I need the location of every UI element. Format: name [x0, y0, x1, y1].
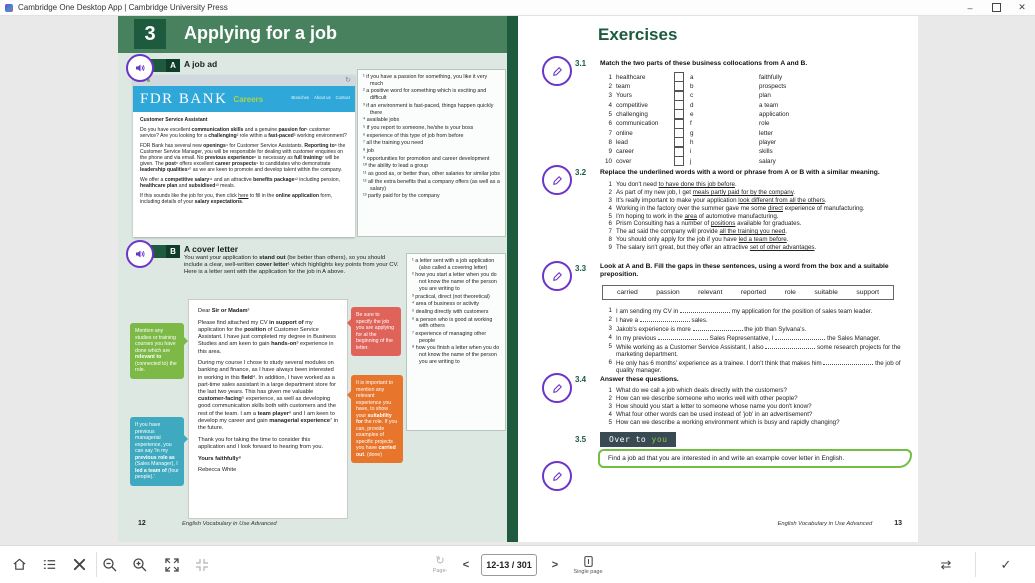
speaker-icon: [134, 248, 146, 260]
match-right-word: a team: [759, 101, 779, 109]
window-titlebar: [0, 0, 1035, 16]
pen-icon: [551, 470, 564, 483]
job-ad-paragraph: Do you have excellent communication skills and a genuine passion for¹ customer service? Are you looking for a challenging² role within a fast-paced³ working environment?: [140, 126, 347, 139]
match-letter: d: [690, 101, 694, 109]
confirm-button[interactable]: [992, 546, 1020, 583]
item-number: 1: [608, 181, 612, 188]
right-page: [518, 15, 918, 542]
item-text: You should only apply for the job if you have led a team before.: [616, 236, 789, 244]
exercise-3-3-word-box: [602, 285, 894, 300]
match-left-number: 8: [608, 138, 612, 146]
item-text: I'm hoping to work in the area of automotive manufacturing.: [616, 212, 779, 220]
maximize-button[interactable]: [983, 0, 1009, 15]
zoom-in-icon: [132, 557, 148, 573]
close-button[interactable]: ✕: [1018, 2, 1026, 12]
book-spread: [118, 15, 918, 542]
item-number: 2: [608, 315, 612, 323]
match-right-word: player: [759, 138, 777, 146]
match-row: [602, 137, 789, 146]
callout-red: Be sure to specify the job you are applying for at the beginning of the letter.: [351, 307, 401, 356]
item-text: You don't need to have done this job before.: [616, 181, 737, 188]
item-text: Prism Consulting has a number of positions available for graduates.: [616, 220, 802, 228]
speaker-icon: [134, 62, 146, 74]
exercise-3-1-number: 3.1: [575, 59, 587, 68]
match-left-number: 9: [608, 148, 612, 156]
home-button[interactable]: [6, 546, 32, 583]
item-text: I have a sales.: [616, 316, 708, 324]
item-number: 3: [608, 196, 612, 204]
page-refresh-button[interactable]: [425, 546, 455, 583]
exercise-item: [602, 387, 912, 395]
glossary-item: ⁸ how you finish a letter when you do not know the name of the person you are writing to: [412, 345, 500, 365]
page-refresh-label: Page-: [432, 567, 448, 574]
item-number: 5: [608, 212, 612, 220]
bottom-toolbar: [0, 545, 1035, 583]
exercise-3-3-activity-button[interactable]: [542, 261, 572, 291]
chevron-right-icon: >: [551, 558, 559, 571]
minimize-button[interactable]: –: [967, 2, 973, 13]
item-number: 7: [608, 228, 612, 236]
letter-paragraph: Thank you for taking the time to consider this application and I look forward to hearing from you.: [198, 436, 324, 450]
fullscreen-expand-icon: [164, 557, 180, 573]
match-right-word: faithfully: [759, 73, 783, 81]
match-left-number: 7: [608, 129, 612, 137]
browser-refresh-icon: ↻: [345, 77, 351, 84]
pen-icon: [551, 382, 564, 395]
match-row: [602, 109, 789, 118]
match-letter: f: [690, 120, 692, 128]
match-row: [602, 91, 789, 100]
left-book-title: English Vocabulary in Use Advanced: [182, 521, 277, 527]
home-icon: [12, 557, 27, 572]
exercise-item: [602, 205, 912, 213]
item-text: While working as a Customer Service Assistant, I also some research projects for the marketing department.: [616, 343, 901, 359]
next-page-button[interactable]: [545, 546, 565, 583]
item-number: 1: [608, 387, 612, 394]
item-number: 5: [608, 418, 612, 426]
match-right-word: letter: [759, 129, 773, 137]
fdr-bank-logo: FDR BANK: [140, 90, 228, 107]
zoom-out-icon: [102, 557, 118, 573]
page-indicator-input[interactable]: 12-13 / 301: [481, 554, 537, 576]
item-text: In my previous Sales Representative, I the Sales Manager.: [616, 334, 881, 342]
exercise-item: [602, 403, 912, 411]
glossary-item: ⁴ available jobs: [363, 117, 400, 124]
letter-closing: Yours faithfully⁸: [198, 455, 242, 462]
over-to-you-badge: [600, 432, 676, 447]
letter-signature: Rebecca White: [198, 467, 237, 474]
match-row: [602, 128, 789, 137]
word-box-word: relevant: [698, 289, 723, 296]
job-ad-paragraph: We offer a competitive salary¹¹ and an attractive benefits package¹² including pension, healthcare plan and subsidised¹³ meals.: [140, 177, 341, 190]
exercise-item: [602, 411, 912, 419]
match-left-number: 4: [608, 101, 612, 109]
section-a-heading: A job ad: [184, 59, 218, 69]
match-left-word: challenging: [616, 110, 648, 118]
section-b-heading: A cover letter: [184, 244, 239, 254]
item-number: 4: [608, 333, 612, 341]
single-page-icon: [582, 555, 595, 568]
badge-text: Over to: [609, 435, 652, 444]
exit-fullscreen-button[interactable]: [188, 546, 216, 583]
match-row: [602, 81, 789, 90]
item-number: 1: [608, 307, 612, 314]
exercise-3-2-items: [602, 181, 912, 252]
match-left-word: cover: [616, 157, 632, 165]
over-to-you-task: Find a job ad that you are interested in and write an example cover letter in English.: [598, 449, 912, 468]
exercise-item: [602, 220, 912, 228]
match-left-number: 10: [604, 157, 612, 165]
exercise-item: [602, 316, 912, 325]
exercise-item: [602, 359, 912, 375]
match-letter: h: [690, 138, 694, 146]
refresh-icon: ↻: [435, 554, 445, 567]
item-text: It's really important to make your application look different from all the others.: [616, 196, 827, 204]
match-letter: a: [690, 73, 694, 81]
item-text: The salary isn't great, but they offer an attractive set of other advantages.: [616, 244, 817, 252]
match-letter: j: [690, 157, 692, 165]
item-text: What four other words can be used instead of 'job' in an advertisement?: [616, 410, 813, 418]
badge-highlight: you: [651, 435, 668, 444]
chevron-left-icon: <: [462, 558, 470, 571]
word-box-word: carried: [617, 289, 638, 296]
exercise-item: [602, 213, 912, 221]
glossary-a: [357, 69, 506, 237]
match-right-word: skills: [759, 148, 773, 156]
item-number: 8: [608, 236, 612, 244]
match-left-word: competitive: [616, 101, 648, 109]
maximize-icon: [992, 3, 1001, 12]
match-right-word: salary: [759, 157, 776, 165]
exercise-item: [602, 343, 912, 359]
fullscreen-button[interactable]: [158, 546, 186, 583]
exercise-3-4-number: 3.4: [575, 375, 587, 384]
exercise-3-1-prompt: Match the two parts of these business collocations from A and B.: [600, 60, 808, 67]
exercise-3-2-activity-button[interactable]: [542, 165, 572, 195]
crossed-tools-icon: [72, 557, 87, 572]
match-right-word: plan: [759, 92, 771, 100]
match-letter: e: [690, 110, 694, 118]
fdr-bank-header: [133, 86, 355, 112]
letter-paragraphs: [198, 320, 338, 451]
match-right-word: application: [759, 110, 790, 118]
match-left-number: 6: [608, 120, 612, 128]
exercise-item: [602, 244, 912, 252]
callout-blue: If you have previous managerial experience, you can say 'In my previous role as (Sales Manager), I led a team of (four people).': [130, 417, 184, 486]
exercise-3-4-activity-button[interactable]: [542, 373, 572, 403]
pen-icon: [551, 270, 564, 283]
match-left-word: team: [616, 82, 630, 90]
word-box-word: role: [784, 289, 796, 296]
match-left-number: 2: [608, 82, 612, 90]
match-left-word: career: [616, 148, 634, 156]
item-number: 6: [608, 220, 612, 228]
letter-paragraph: Please find attached my CV in support of my application for the position of Customer Service Assistant. I have just completed my degree in Business Studies and am keen to gain hands-on³ experience in this area.: [198, 319, 336, 355]
callout-orange: It is important to mention any relevant experience you have, to show your suitability for the role. If you can, provide examples of specific projects you have carried out. (done): [351, 375, 403, 463]
letter-salutation: Dear Sir or Madam²: [198, 308, 250, 314]
item-number: 3: [608, 402, 612, 410]
match-left-number: 5: [608, 110, 612, 118]
unit-banner: [118, 15, 518, 53]
match-row: [602, 147, 789, 156]
glossary-item: ¹² all the extra benefits that a company offers (as well as a salary): [363, 178, 500, 192]
match-left-number: 1: [608, 73, 612, 81]
app-icon: [5, 4, 13, 12]
item-text: How can we describe someone who works well with other people?: [616, 394, 798, 402]
unit-number: 3: [134, 19, 166, 49]
glossary-b: [406, 253, 506, 431]
word-box-word: support: [856, 289, 879, 296]
contents-button[interactable]: [36, 546, 62, 583]
left-page: [118, 15, 518, 542]
glossary-item: ⁷ all the training you need: [363, 140, 424, 147]
item-number: 6: [608, 358, 612, 366]
item-number: 2: [608, 394, 612, 402]
callout-green: Mention any studies or training courses you have done which are relevant to (connected to) the role.: [130, 323, 184, 379]
annotation-tools-button[interactable]: [66, 546, 92, 583]
toolbar-divider: [975, 552, 976, 577]
glossary-item: ⁵ if you report to someone, he/she is your boss: [363, 124, 474, 131]
match-row: [602, 72, 789, 81]
match-letter: b: [690, 82, 694, 90]
match-left-word: healthcare: [616, 73, 646, 81]
right-page-number: 13: [894, 520, 902, 527]
exercise-3-1-activity-button[interactable]: [542, 56, 572, 86]
exercise-item: [602, 228, 912, 236]
match-left-word: online: [616, 129, 633, 137]
glossary-item: ⁵ dealing directly with customers: [412, 308, 489, 315]
glossary-item: ⁶ a person who is good at working with others: [412, 316, 493, 330]
glossary-item: ⁴ area of business or activity: [412, 301, 480, 308]
item-text: As part of my new job, I get meals partly paid for by the company.: [616, 188, 796, 196]
glossary-item: ² how you start a letter when you do not know the name of the person you are writing to: [412, 272, 497, 292]
word-box-word: suitable: [814, 289, 838, 296]
exercise-3-5-number: 3.5: [575, 435, 587, 444]
pen-icon: [551, 174, 564, 187]
item-text: Jakob's experience is more the job than Sylvana's.: [616, 325, 807, 333]
match-left-word: communication: [616, 120, 659, 128]
right-page-footer: [778, 520, 902, 527]
careers-tab: Careers: [233, 94, 264, 104]
exercise-item: [602, 189, 912, 197]
audio-button-b[interactable]: [126, 240, 154, 268]
letter-paragraph: During my course I chose to study several modules on banking and finance, as I have always been interested in working in this field⁴. In addition, I have worked as a part-time sales assistant in a large department store for the last two years. This has given me valuable customer-facing⁵ experience, as well as developing good communication skills both with customers and the rest of the team. I am a team player⁶ and I am keen to develop my career and gain managerial experience⁷ in the future.: [198, 360, 339, 432]
exercise-item: [602, 395, 912, 403]
section-b-intro: You want your application to stand out (be better than others), so you should include a clear, well-written cover letter¹ which highlights key points from your CV. Here is a letter sent with the application for the job in A above.: [184, 255, 399, 276]
item-text: He only has 6 months' experience as a trainee. I don't think that makes him the job of quality manager.: [616, 359, 901, 375]
previous-page-button[interactable]: [456, 546, 476, 583]
exercise-item: [602, 325, 912, 334]
exercise-item: [602, 197, 912, 205]
item-text: Working in the factory over the summer gave me some direct experience of manufacturing.: [616, 204, 865, 212]
item-text: What do we call a job which deals directly with the customers?: [616, 387, 787, 394]
match-letter: g: [690, 129, 694, 137]
zoom-in-button[interactable]: [126, 546, 154, 583]
section-b-letter: B: [166, 245, 180, 258]
item-number: 3: [608, 324, 612, 332]
match-left-word: lead: [616, 138, 628, 146]
match-left-number: 3: [608, 92, 612, 100]
exercise-3-3-items: [602, 307, 912, 375]
unit-title: Applying for a job: [184, 23, 337, 43]
match-checkbox[interactable]: [674, 156, 684, 166]
exercise-3-2-prompt: Replace the underlined words with a word or phrase from A or B with a similar meaning.: [600, 169, 880, 176]
glossary-item: ¹³ partly paid for by the company: [363, 193, 440, 200]
browser-chrome: [133, 75, 355, 86]
exercises-title: Exercises: [598, 25, 678, 44]
job-ad-paragraphs: [140, 127, 348, 206]
item-number: 4: [608, 204, 612, 212]
fdr-nav-link: Branches: [291, 95, 310, 100]
fdr-nav-link: Contact: [335, 95, 350, 100]
glossary-item: ² a positive word for something which is exciting and difficult: [363, 88, 487, 102]
glossary-item: ³ practical, direct (not theoretical): [412, 293, 490, 300]
single-page-toggle[interactable]: [566, 546, 610, 583]
glossary-item: ⁶ experience of this type of job from before: [363, 132, 464, 139]
item-text: The ad said the company will provide all the training you need.: [616, 228, 787, 236]
item-text: How can we describe a working environment which is busy and rapidly changing?: [616, 418, 840, 426]
check-icon: ✓: [1000, 557, 1012, 572]
exercise-3-2-number: 3.2: [575, 168, 587, 177]
exercise-3-3-number: 3.3: [575, 264, 587, 273]
match-letter: i: [690, 148, 692, 156]
glossary-item: ¹⁰ the ability to lead a group: [363, 163, 429, 170]
word-box-word: passion: [656, 289, 680, 296]
glossary-item: ⁹ opportunities for promotion and career development: [363, 155, 490, 162]
glossary-item: ¹ if you have a passion for something, you like it very much: [363, 74, 488, 87]
job-ad-browser: [133, 75, 355, 237]
right-book-title: English Vocabulary in Use Advanced: [777, 521, 873, 527]
match-letter: c: [690, 92, 694, 100]
exercise-item: [602, 236, 912, 244]
match-row: [602, 119, 789, 128]
left-page-number: 12: [138, 520, 146, 527]
match-right-word: role: [759, 120, 770, 128]
section-a-letter: A: [166, 59, 180, 72]
job-ad-paragraph: FDR Bank has several new openings⁴ for Customer Service Assistants. Reporting to⁵ the Customer Service Manager, you will be responsible for dealing with customer enquiries on the phone and via email. No previous experience⁶ is necessary as full training⁷ will be given. The post⁸ offers excellent career prospects⁹ to candidates who demonstrate leadership qualities¹⁰ as we are keen to promote and develop talent within the company.: [140, 142, 346, 174]
item-text: I am sending my CV in my application for the position of sales team leader.: [616, 308, 873, 315]
single-page-label: Single page: [573, 568, 603, 575]
match-right-word: prospects: [759, 82, 787, 90]
exercise-3-4-items: [602, 387, 912, 426]
window-title: Cambridge One Desktop App | Cambridge University Press: [18, 3, 228, 12]
word-box-word: reported: [740, 289, 767, 296]
fdr-nav-links: [291, 95, 350, 100]
item-number: 2: [608, 188, 612, 196]
exercise-item: [602, 181, 912, 189]
zoom-out-button[interactable]: [96, 546, 124, 583]
item-number: 9: [608, 244, 612, 252]
contents-icon: [42, 557, 57, 572]
glossary-item: ¹ a letter sent with a job application (also called a covering letter): [412, 258, 495, 271]
glossary-item: ¹¹ as good as, or better than, other salaries for similar jobs: [363, 171, 500, 178]
glossary-item: ⁷ experience of managing other people: [412, 331, 487, 344]
cover-letter: [188, 299, 348, 519]
match-row: [602, 156, 789, 165]
sync-button[interactable]: [932, 546, 960, 583]
exercise-3-1-rows: [602, 72, 789, 165]
exercise-3-3-prompt: Look at A and B. Fill the gaps in these sentences, using a word from the box and a suitable preposition.: [600, 263, 889, 278]
fdr-nav-link: About us: [314, 95, 331, 100]
exercise-item: [602, 334, 912, 343]
match-left-word: Yours: [616, 92, 632, 100]
glossary-item: ³ if an environment is fast-paced, things happen quickly there: [363, 102, 494, 116]
item-number: 5: [608, 342, 612, 350]
exercise-item: [602, 419, 912, 427]
fullscreen-collapse-icon: [194, 557, 210, 573]
item-number: 4: [608, 410, 612, 418]
page-edge-strip: [507, 15, 518, 542]
audio-button-a[interactable]: [126, 54, 154, 82]
exercise-item: [602, 307, 912, 316]
glossary-item: ⁸ job: [363, 148, 374, 155]
exercise-3-5-activity-button[interactable]: [542, 461, 572, 491]
job-ad-paragraph: If this sounds like the job for you, then click here to fill in the online application form, including details of your salary expectations.: [140, 193, 332, 206]
item-text: How should you start a letter to someone whose name you don't know?: [616, 402, 812, 410]
job-ad-body: [133, 112, 355, 214]
match-row: [602, 100, 789, 109]
pen-icon: [551, 65, 564, 78]
swap-arrows-icon: ⇄: [940, 557, 952, 572]
exercise-3-4-prompt: Answer these questions.: [600, 376, 679, 383]
job-ad-title: Customer Service Assistant: [140, 117, 208, 123]
